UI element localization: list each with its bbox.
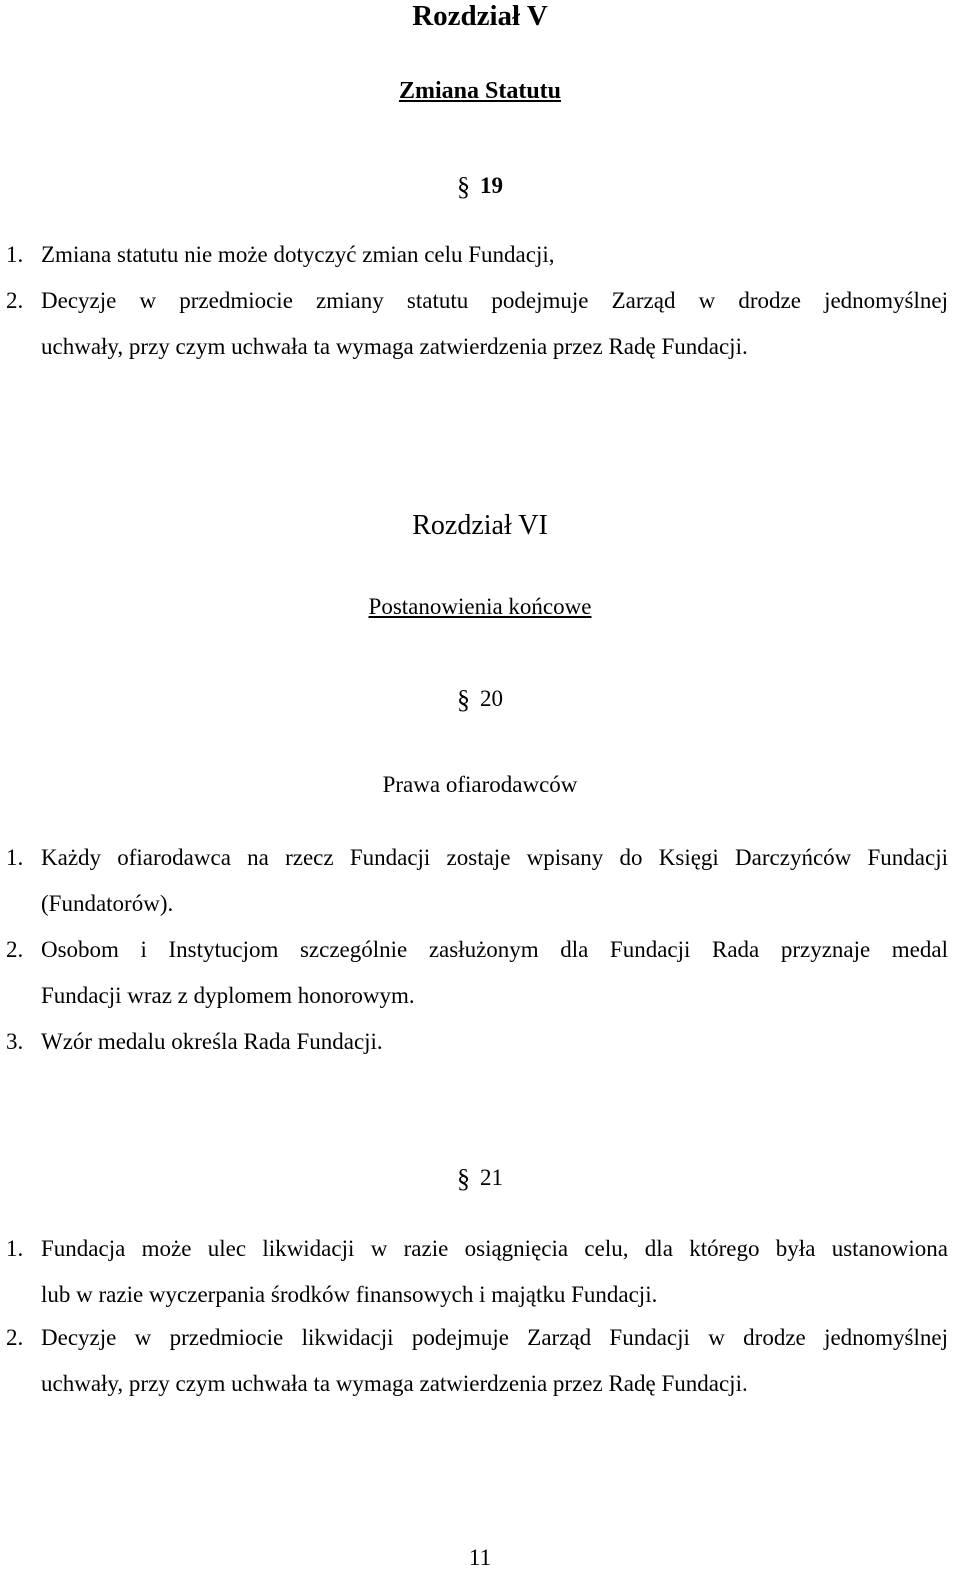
item-number: 2. (6, 937, 24, 962)
item-text-line: uchwały, przy czym uchwała ta wymaga zatwierdzenia przez Radę Fundacji. (41, 334, 748, 359)
page-number: 11 (468, 1545, 492, 1570)
paragraph-19-heading (0, 170, 960, 200)
item-text-line: Fundacja może ulec likwidacji w razie osiągnięcia celu, dla którego była ustanowiona (41, 1236, 948, 1261)
chapter-vi-subtitle: Postanowienia końcowe (368, 594, 592, 619)
item-number: 1. (6, 845, 24, 870)
item-number: 1. (6, 242, 24, 267)
item-text-line: Fundacji wraz z dyplomem honorowym. (41, 983, 415, 1008)
chapter-v-title: Rozdział V (412, 0, 548, 32)
item-text-line: Decyzje w przedmiocie zmiany statutu podejmuje Zarząd w drodze jednomyślnej (41, 288, 948, 313)
chapter-vi-title: Rozdział VI (412, 510, 548, 541)
item-text-line: (Fundatorów). (41, 891, 174, 916)
section-title: Prawa ofiarodawców (382, 772, 578, 797)
paragraph-21-heading (0, 1162, 960, 1192)
paragraph-number: 19 (480, 173, 503, 198)
chapter-v-subtitle: Zmiana Statutu (398, 78, 562, 104)
item-text-line: uchwały, przy czym uchwała ta wymaga zatwierdzenia przez Radę Fundacji. (41, 1371, 748, 1396)
item-text-line: Osobom i Instytucjom szczególnie zasłużonym dla Fundacji Rada przyznaje medal (41, 937, 948, 962)
item-text-line: Każdy ofiarodawca na rzecz Fundacji zostaje wpisany do Księgi Darczyńców Fundacji (41, 845, 948, 870)
paragraph-number: 21 (480, 1165, 503, 1190)
item-text-line: lub w razie wyczerpania środków finansowych i majątku Fundacji. (41, 1282, 658, 1307)
item-text-line: Zmiana statutu nie może dotyczyć zmian celu Fundacji, (41, 242, 555, 267)
paragraph-number: 20 (480, 686, 503, 711)
item-number: 1. (6, 1236, 24, 1261)
paragraph-20-heading (0, 683, 960, 713)
section-sign-icon: § (457, 685, 470, 714)
item-text-line: Decyzje w przedmiocie likwidacji podejmuje Zarząd Fundacji w drodze jednomyślnej (41, 1325, 948, 1350)
section-sign-icon: § (457, 172, 470, 201)
section-sign-icon: § (457, 1164, 470, 1193)
item-text-line: Wzór medalu określa Rada Fundacji. (41, 1029, 383, 1054)
item-number: 3. (6, 1029, 24, 1054)
item-number: 2. (6, 288, 24, 313)
item-number: 2. (6, 1325, 24, 1350)
